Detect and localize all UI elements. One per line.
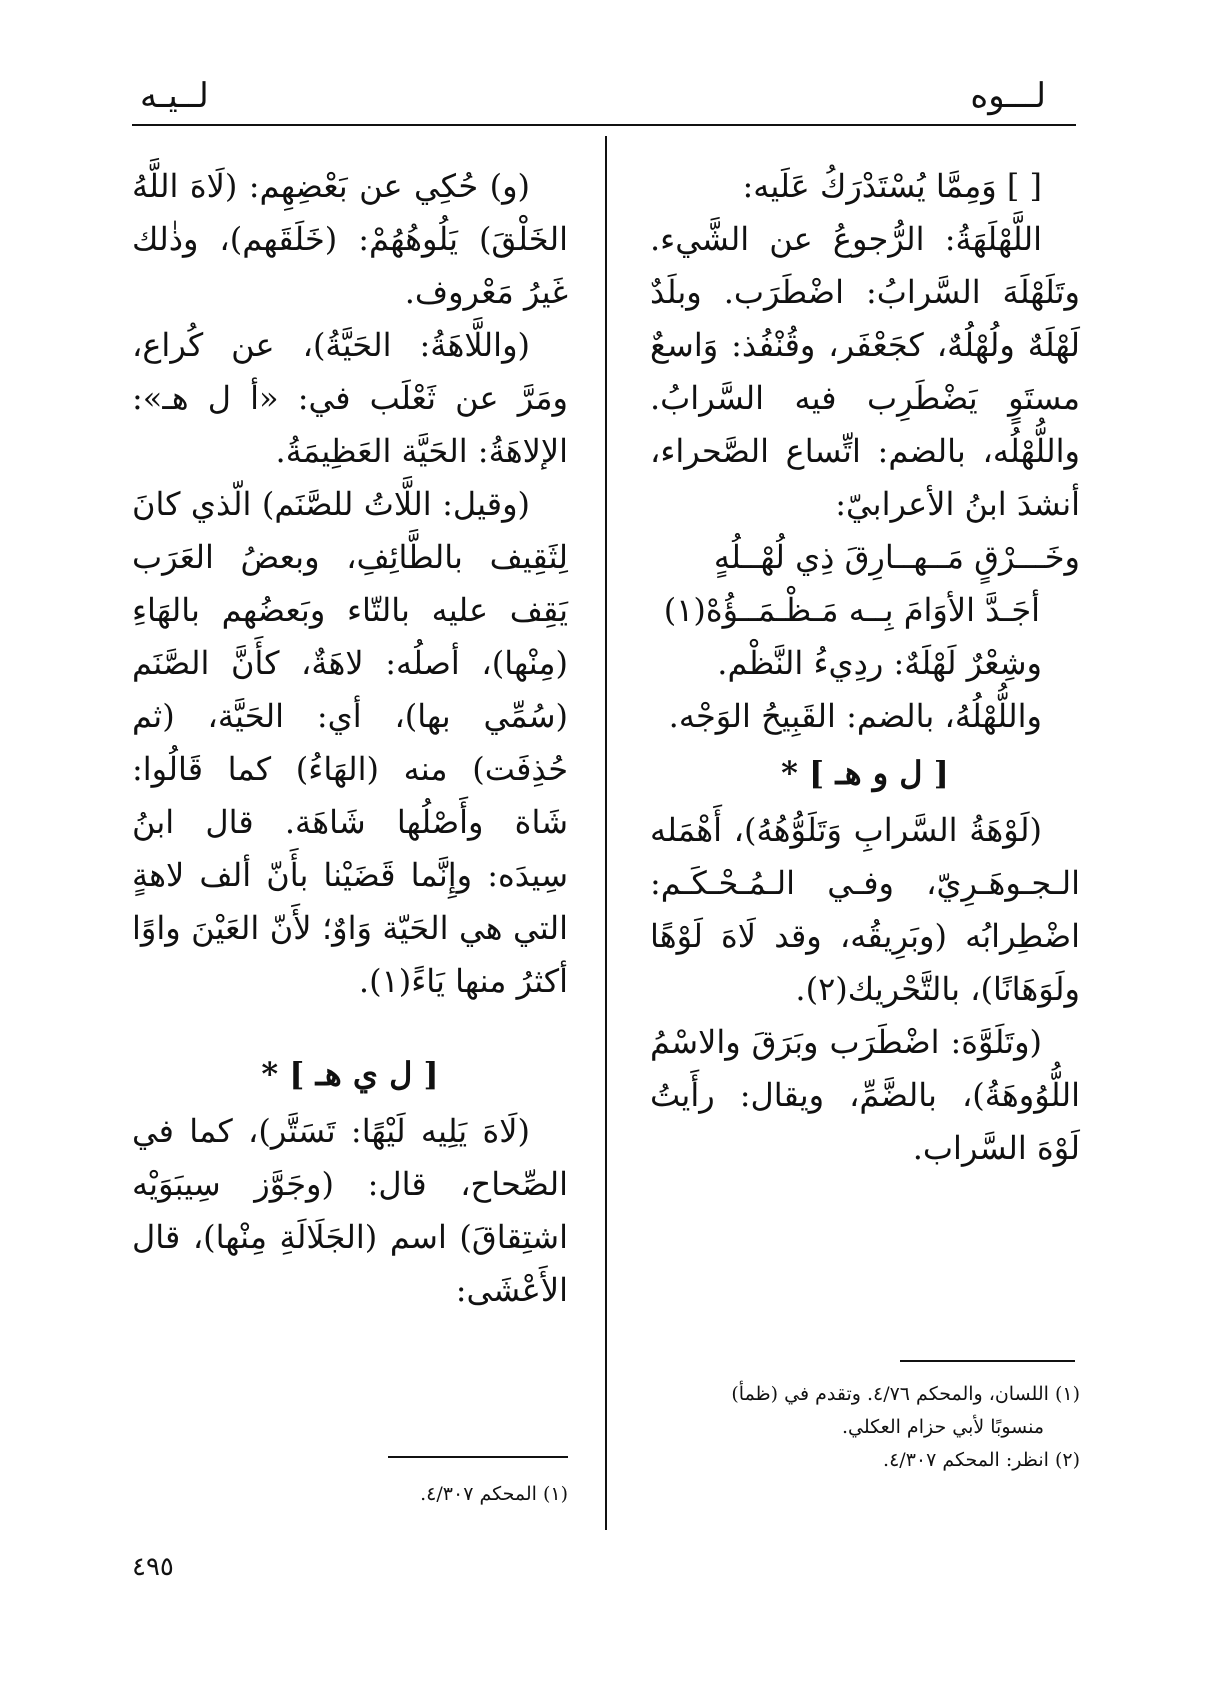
paragraph: [ ] وَمِمَّا يُسْتَدْرَكُ عَلَيه:: [742, 167, 1042, 205]
footnote-rule-right: [900, 1360, 1075, 1362]
paragraph: (لَاهَ يَلِيه لَيْهًا: تَسَتَّر)، كما في الصِّحاح، قال: (وجَوَّز سِيبَوَيْه اشتِقاقَ) اسم (الجَلَالَةِ مِنْها)، قال الأَعْشَى:: [132, 1112, 568, 1309]
footnote: (١) المحكم ٤/٣٠٧.: [420, 1483, 568, 1505]
footnotes-right: [650, 1378, 1080, 1477]
left-column: [132, 160, 568, 1317]
footnote-continuation: منسوبًا لأبي حزام العكلي.: [842, 1416, 1044, 1438]
paragraph: (وتَلَوَّهَ: اضْطَرَب وبَرَقَ والاسْمُ اللُّوُوهَةُ)، بالضَّمِّ، ويقال: رأَيتُ لَوْهَ السَّراب.: [650, 1023, 1080, 1167]
paragraph: واللُّهْلُهُ، بالضم: القَبِيحُ الوَجْه.: [668, 697, 1042, 735]
verse-line: وخَـــرْقٍ مَــهــارِقَ ذِي لُهْــلُهٍ: [713, 538, 1080, 576]
paragraph: (و) حُكِي عن بَعْضِهِم: (لَاهَ اللَّهُ الخَلْقَ) يَلُوهُهُمْ: (خَلَقَهم)، وذٰلك غَيرُ مَعْروف.: [132, 167, 568, 311]
paragraph: (وقيل: اللَّاتُ للصَّنَم) الّذي كانَ لِثَقِيف بالطَّائِفِ، وبعضُ العَرَب يَقِف عليه بالتّاء وبَعضُهم بالهَاءِ (مِنْها)، أصلُه: لاهَةٌ، كأَنَّ الصَّنَم (سُمِّي بها)، أي: الحَيَّة، (ثم حُذِفَت) منه (الهَاءُ) كما قَالُوا: شَاة وأَصْلُها شَاهَة. قال ابنُ سِيدَه: وإِنَّما قَضَيْنا بأَنّ ألف لاهةٍ التي هي الحَيّة وَاوٌ؛ لأَنّ العَيْنَ واوًا أكثرُ منها يَاءً(١).: [132, 485, 568, 1000]
entry-heading: [ ل ي هـ ] *: [261, 1055, 439, 1093]
header-root-left: لــيـه: [140, 76, 209, 116]
footnote: (٢) انظر: المحكم ٤/٣٠٧.: [883, 1449, 1080, 1471]
paragraph: اللَّهْلَهَةُ: الرُّجوعُ عن الشَّيء. وتَلَهْلَهَ السَّرابُ: اضْطَرَب. وبلَدٌ لَهْلَهٌ ولُهْلُهٌ، كجَعْفَر، وقُنْفُذ: وَاسعٌ مستَوٍ يَضْطَرِب فيه السَّرابُ. واللُّهْلُه، بالضم: اتِّساع الصَّحراء، أنشدَ ابنُ الأعرابيّ:: [650, 220, 1080, 523]
spacer: [132, 1008, 568, 1044]
page-number: ٤٩٥: [132, 1552, 174, 1582]
column-divider: [605, 136, 607, 1530]
paragraph: (لَوْهَةُ السَّرابِ وَتَلَوُّهُهُ)، أَهْمَله الـجـوهَـرِيّ، وفـي الـمُـحْـكَـم: اضْطِرابُه (وبَرِيقُه، وقد لَاهَ لَوْهًا ولَوَهَانًا)، بالتَّحْريك(٢).: [650, 811, 1080, 1008]
entry-heading: [ ل و هـ ] *: [781, 754, 949, 792]
footnotes-left: [330, 1478, 568, 1511]
right-column: [650, 160, 1080, 1175]
header-root-right: لـــوه: [970, 76, 1046, 116]
page-header: [132, 64, 1076, 126]
paragraph: (واللَّاهَةُ: الحَيَّةُ)، عن كُراع، ومَرَّ عن ثَعْلَب في: «أ ل هـ»: الإلاهَةُ: الحَيَّة العَظِيمَةُ.: [132, 326, 568, 470]
paragraph: وشِعْرٌ لَهْلَهٌ: ردِيءُ النَّظْم.: [717, 644, 1042, 682]
verse-line: أجَـدَّ الأوَامَ بِــه مَـظْـمَــؤُهْ(١): [663, 591, 1040, 629]
footnote-rule-left: [388, 1456, 568, 1458]
footnote: (١) اللسان، والمحكم ٤/٧٦. وتقدم في (ظمأ): [731, 1383, 1080, 1405]
